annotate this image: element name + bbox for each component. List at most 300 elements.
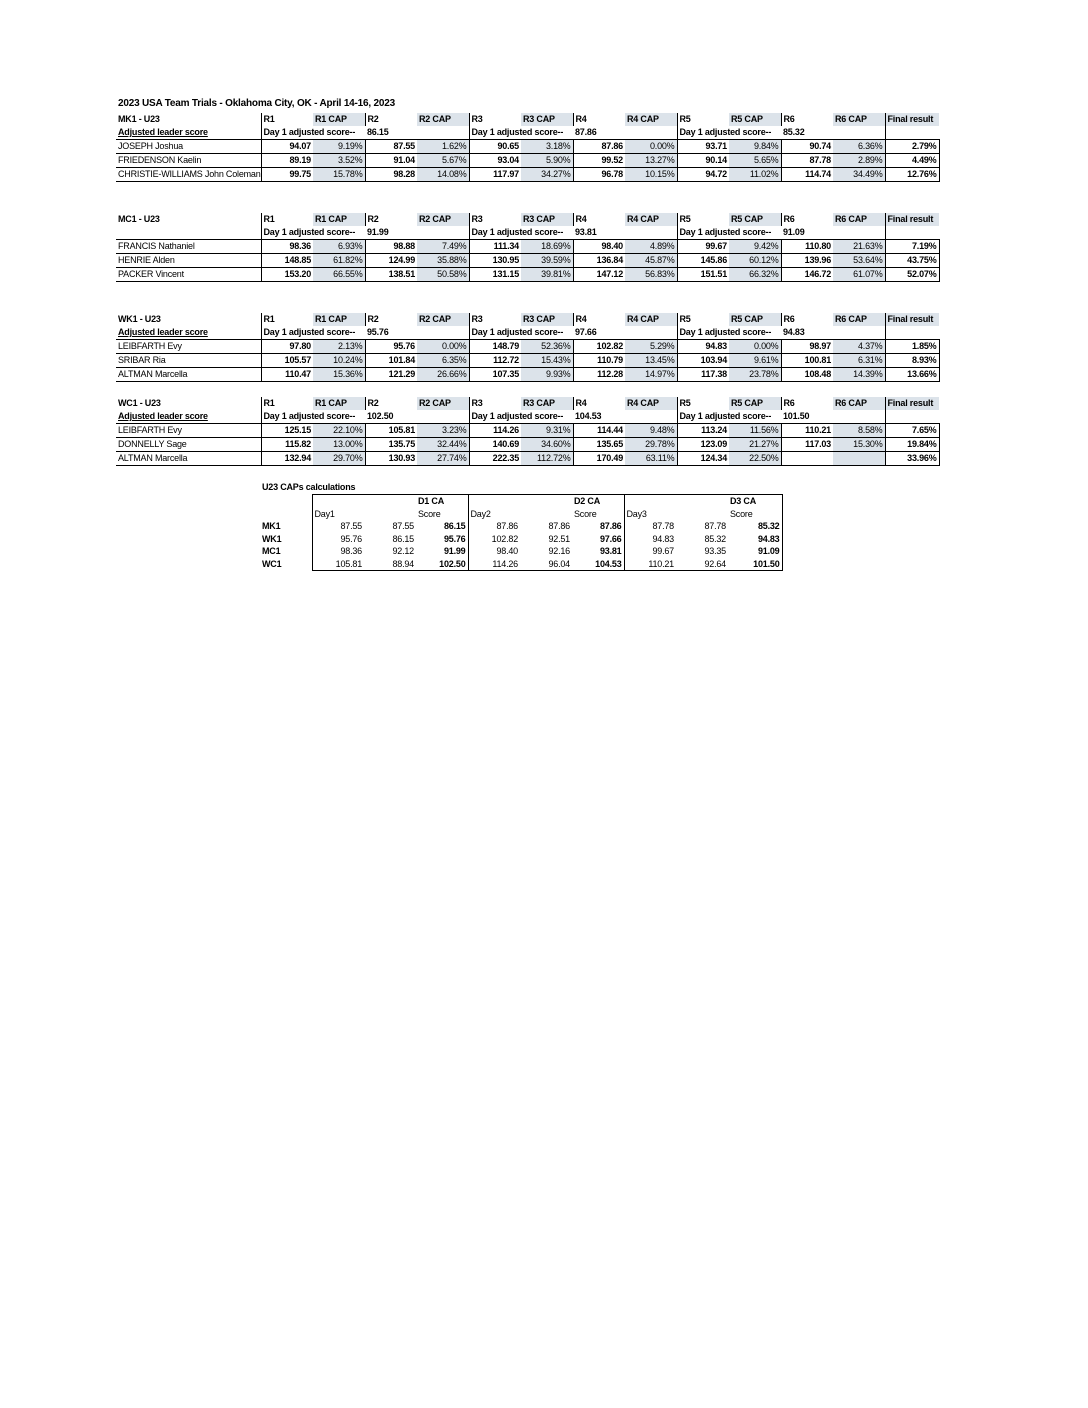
blank-cell [885,326,939,340]
blank-cell [417,226,469,240]
table-row [116,268,939,282]
race-score: 112.72 [469,354,521,368]
header-row [116,397,939,410]
header-r4: R4 [573,113,625,126]
race-cap: 66.55% [313,268,365,282]
race-score [781,452,833,466]
boat-class: WK1 [262,533,282,544]
race-score: 124.34 [677,452,729,466]
race-score: 136.84 [573,254,625,268]
race-cap: 15.78% [313,168,365,182]
race-score: 112.28 [573,368,625,382]
header-r4cap: R4 CAP [625,113,677,126]
header-r1cap: R1 CAP [313,397,365,410]
race-cap: 9.42% [729,240,781,254]
race-score: 87.86 [573,140,625,154]
boat-class: MK1 [262,521,281,531]
header-r3cap: R3 CAP [521,397,573,410]
day-label: Day 1 adjusted score-- [261,326,365,340]
race-cap: 34.49% [833,168,885,182]
race-score: 110.21 [781,424,833,438]
race-score: 105.57 [261,354,313,368]
caps-value: 98.36 [312,545,364,558]
race-cap: 27.74% [417,452,469,466]
page-title: 2023 USA Team Trials - Oklahoma City, OK - April 14-16, 2023 [118,98,396,109]
caps-value: 91.09 [728,545,782,558]
race-score: 139.96 [781,254,833,268]
caps-value: 97.66 [599,533,622,544]
race-cap: 3.52% [313,154,365,168]
caps-row [260,533,782,546]
race-cap: 34.60% [521,438,573,452]
athlete-name: HENRIE Alden [116,254,261,268]
race-cap: 53.64% [833,254,885,268]
race-score: 94.83 [677,340,729,354]
race-cap: 0.00% [625,140,677,154]
header-r1cap: R1 CAP [313,113,365,126]
race-cap: 26.66% [417,368,469,382]
caps-score-label: Score [574,508,597,519]
race-cap: 10.24% [313,354,365,368]
race-cap: 61.82% [313,254,365,268]
header-r4cap: R4 CAP [625,213,677,226]
race-cap: 1.62% [417,140,469,154]
section-table [116,213,940,282]
race-cap: 13.45% [625,354,677,368]
caps-value: 87.55 [392,521,414,531]
blank-cell [520,508,572,521]
athlete-name: SRIBAR Ria [116,354,261,368]
header-r4: R4 [573,313,625,326]
leader-row [116,126,939,140]
race-score: 93.71 [677,140,729,154]
race-score: 132.94 [261,452,313,466]
race-cap: 4.89% [625,240,677,254]
header-r5cap: R5 CAP [729,313,781,326]
leader-row [116,226,939,240]
header-r6: R6 [781,397,833,410]
athlete-name: ALTMAN Marcella [116,368,261,382]
race-score: 148.79 [469,340,521,354]
race-cap: 45.87% [625,254,677,268]
race-cap: 32.44% [417,438,469,452]
race-score: 114.44 [573,424,625,438]
race-cap: 22.10% [313,424,365,438]
race-score: 90.65 [469,140,521,154]
race-score: 113.24 [677,424,729,438]
race-cap: 35.88% [417,254,469,268]
header-r6: R6 [781,213,833,226]
leader-score: 102.50 [365,410,417,424]
race-cap: 21.63% [833,240,885,254]
race-score: 138.51 [365,268,417,282]
final-result: 33.96% [885,452,939,466]
leader-score: 104.53 [573,410,625,424]
header-r2cap: R2 CAP [417,313,469,326]
caps-row [260,558,782,571]
blank-cell [520,495,572,508]
race-score: 131.15 [469,268,521,282]
leader-score: 87.86 [573,126,625,140]
race-score: 115.82 [261,438,313,452]
header-r4: R4 [573,213,625,226]
caps-value: 92.12 [392,546,414,556]
table-row [116,424,939,438]
race-cap: 6.35% [417,354,469,368]
header-r3: R3 [469,313,521,326]
header-r3cap: R3 CAP [521,113,573,126]
race-cap: 5.65% [729,154,781,168]
race-cap: 9.48% [625,424,677,438]
day-label: Day 1 adjusted score-- [677,326,781,340]
section-name: WC1 - U23 [118,398,161,408]
day-label: Day 1 adjusted score-- [677,226,781,240]
adjusted-label: Adjusted leader score [116,126,261,140]
table-row [116,154,939,168]
blank-cell [260,508,312,521]
caps-value: 87.55 [312,520,364,533]
race-score: 98.97 [781,340,833,354]
day-label: Day 1 adjusted score-- [469,226,573,240]
boat-class: MC1 [262,546,281,556]
race-score: 145.86 [677,254,729,268]
caps-value: 91.99 [443,546,466,556]
caps-value: 86.15 [392,533,414,544]
caps-d3-label: D3 CA [728,495,782,508]
blank-cell [417,326,469,340]
header-r6: R6 [781,113,833,126]
leader-score: 94.83 [781,326,833,340]
caps-value: 114.26 [468,558,520,571]
race-score: 170.49 [573,452,625,466]
header-r5: R5 [677,313,729,326]
race-cap: 50.58% [417,268,469,282]
caps-value: 87.86 [548,521,570,531]
header-r5cap: R5 CAP [729,213,781,226]
header-r2: R2 [365,213,417,226]
race-score: 99.52 [573,154,625,168]
leader-score: 85.32 [781,126,833,140]
day-label: Day 1 adjusted score-- [677,410,781,424]
final-result: 12.76% [885,168,939,182]
race-cap: 29.78% [625,438,677,452]
race-score: 114.26 [469,424,521,438]
race-cap: 10.15% [625,168,677,182]
race-cap: 5.67% [417,154,469,168]
table-row [116,354,939,368]
leader-score: 93.81 [573,226,625,240]
race-score: 110.80 [781,240,833,254]
race-score: 125.15 [261,424,313,438]
caps-value: 93.35 [704,546,726,556]
table-row [116,168,939,182]
leader-row [116,410,939,424]
athlete-name: LEIBFARTH Evy [116,340,261,354]
boat-class: WC1 [262,558,282,569]
race-score: 110.47 [261,368,313,382]
caps-table [260,494,783,571]
caps-value: 96.04 [520,558,572,571]
caps-value: 87.78 [704,521,726,531]
race-score: 108.48 [781,368,833,382]
leader-score: 97.66 [573,326,625,340]
caps-value: 93.81 [599,546,622,556]
section-name: WK1 - U23 [118,314,161,324]
race-cap: 9.31% [521,424,573,438]
adjusted-label: Adjusted leader score [116,410,261,424]
blank-cell [833,410,885,424]
race-score: 93.04 [469,154,521,168]
leader-score: 91.09 [781,226,833,240]
day-label: Day 1 adjusted score-- [469,410,573,424]
race-score: 95.76 [365,340,417,354]
header-final: Final result [885,397,939,410]
caps-row [260,520,782,533]
table-row [116,452,939,466]
leader-row [116,326,939,340]
blank-cell [833,126,885,140]
race-score: 89.19 [261,154,313,168]
race-score: 98.88 [365,240,417,254]
caps-value: 88.94 [364,558,416,571]
blank-cell [364,495,416,508]
caps-title: U23 CAPs calculations [262,482,356,492]
blank-cell [885,410,939,424]
race-cap: 6.31% [833,354,885,368]
header-row [116,113,939,126]
header-r3cap: R3 CAP [521,213,573,226]
adjusted-label [116,226,261,240]
race-score: 123.09 [677,438,729,452]
leader-score: 86.15 [365,126,417,140]
blank-cell [260,495,312,508]
race-score: 87.78 [781,154,833,168]
blank-cell [833,226,885,240]
race-score: 99.75 [261,168,313,182]
race-cap: 15.30% [833,438,885,452]
header-r2: R2 [365,313,417,326]
caps-value: 105.81 [312,558,364,571]
race-cap: 63.11% [625,452,677,466]
race-cap: 13.00% [313,438,365,452]
caps-value: 87.86 [599,521,622,531]
header-r1: R1 [261,313,313,326]
race-cap: 34.27% [521,168,573,182]
caps-day1: Day1 [312,508,364,521]
blank-cell [624,495,676,508]
race-score: 105.81 [365,424,417,438]
blank-cell [676,495,728,508]
final-result: 4.49% [885,154,939,168]
blank-cell [625,326,677,340]
race-cap: 6.36% [833,140,885,154]
race-cap: 66.32% [729,268,781,282]
race-cap: 5.90% [521,154,573,168]
race-cap [833,452,885,466]
race-score: 121.29 [365,368,417,382]
athlete-name: ALTMAN Marcella [116,452,261,466]
header-r5: R5 [677,213,729,226]
caps-value: 95.76 [312,533,364,546]
race-score: 135.65 [573,438,625,452]
header-r2: R2 [365,397,417,410]
athlete-name: LEIBFARTH Evy [116,424,261,438]
race-cap: 15.36% [313,368,365,382]
race-cap: 29.70% [313,452,365,466]
header-r5cap: R5 CAP [729,113,781,126]
final-result: 19.84% [885,438,939,452]
caps-row [260,545,782,558]
header-r6cap: R6 CAP [833,113,885,126]
final-result: 7.65% [885,424,939,438]
race-cap: 14.39% [833,368,885,382]
athlete-name: FRIEDENSON Kaelin [116,154,261,168]
caps-value: 102.82 [468,533,520,546]
day-label: Day 1 adjusted score-- [261,410,365,424]
header-r2cap: R2 CAP [417,113,469,126]
header-final: Final result [885,313,939,326]
caps-d1-label: D1 CA [416,495,468,508]
header-final: Final result [885,213,939,226]
day-label: Day 1 adjusted score-- [261,226,365,240]
race-cap: 7.49% [417,240,469,254]
race-score: 110.79 [573,354,625,368]
race-cap: 0.00% [729,340,781,354]
race-score: 117.97 [469,168,521,182]
athlete-name: DONNELLY Sage [116,438,261,452]
header-r5cap: R5 CAP [729,397,781,410]
race-cap: 9.61% [729,354,781,368]
race-cap: 13.27% [625,154,677,168]
header-r2cap: R2 CAP [417,213,469,226]
race-cap: 5.29% [625,340,677,354]
header-r3: R3 [469,213,521,226]
header-row [116,213,939,226]
race-cap: 56.83% [625,268,677,282]
final-result: 2.79% [885,140,939,154]
table-row [116,240,939,254]
caps-score-label: Score [728,508,782,521]
caps-value: 94.83 [624,533,676,546]
final-result: 13.66% [885,368,939,382]
day-label: Day 1 adjusted score-- [469,126,573,140]
race-cap: 3.23% [417,424,469,438]
header-r2: R2 [365,113,417,126]
race-score: 117.38 [677,368,729,382]
table-row [116,340,939,354]
header-r3cap: R3 CAP [521,313,573,326]
header-final: Final result [885,113,939,126]
race-cap: 39.59% [521,254,573,268]
race-score: 94.07 [261,140,313,154]
caps-value: 94.83 [728,533,782,546]
caps-value: 110.21 [624,558,676,571]
blank-cell [312,495,364,508]
race-cap: 8.58% [833,424,885,438]
race-score: 148.85 [261,254,313,268]
race-score: 97.80 [261,340,313,354]
header-r6cap: R6 CAP [833,213,885,226]
athlete-name: FRANCIS Nathaniel [116,240,261,254]
caps-value: 95.76 [443,533,466,544]
leader-score: 91.99 [365,226,417,240]
blank-cell [625,410,677,424]
race-cap: 11.02% [729,168,781,182]
race-score: 124.99 [365,254,417,268]
header-r6cap: R6 CAP [833,397,885,410]
table-row [116,140,939,154]
blank-cell [885,126,939,140]
race-cap: 14.08% [417,168,469,182]
race-score: 94.72 [677,168,729,182]
athlete-name: CHRISTIE-WILLIAMS John Coleman [116,168,261,182]
race-cap: 61.07% [833,268,885,282]
header-r6cap: R6 CAP [833,313,885,326]
header-row [116,313,939,326]
race-score: 114.74 [781,168,833,182]
caps-value: 98.40 [468,545,520,558]
athlete-name: JOSEPH Joshua [116,140,261,154]
race-cap: 6.93% [313,240,365,254]
section-table [116,313,940,382]
header-r5: R5 [677,113,729,126]
race-score: 153.20 [261,268,313,282]
race-cap: 2.13% [313,340,365,354]
race-cap: 9.19% [313,140,365,154]
caps-value: 102.50 [416,558,468,571]
race-score: 146.72 [781,268,833,282]
race-cap: 23.78% [729,368,781,382]
caps-subheader-row [260,508,782,521]
race-score: 91.04 [365,154,417,168]
leader-score: 95.76 [365,326,417,340]
header-r3: R3 [469,397,521,410]
race-score: 117.03 [781,438,833,452]
race-score: 98.28 [365,168,417,182]
race-score: 130.93 [365,452,417,466]
section-table [116,113,940,182]
blank-cell [676,508,728,521]
race-cap: 9.93% [521,368,573,382]
final-result: 1.85% [885,340,939,354]
header-r3: R3 [469,113,521,126]
caps-value: 85.32 [704,533,726,544]
caps-value: 104.53 [572,558,624,571]
race-score: 101.84 [365,354,417,368]
race-score: 130.95 [469,254,521,268]
header-r4cap: R4 CAP [625,313,677,326]
race-cap: 3.18% [521,140,573,154]
caps-d2-label: D2 CA [572,495,624,508]
blank-cell [625,126,677,140]
race-score: 140.69 [469,438,521,452]
race-score: 102.82 [573,340,625,354]
day-label: Day 1 adjusted score-- [261,126,365,140]
race-cap: 60.12% [729,254,781,268]
header-r1: R1 [261,397,313,410]
race-cap: 11.56% [729,424,781,438]
caps-header-row [260,495,782,508]
race-score: 90.14 [677,154,729,168]
caps-value: 92.51 [548,533,570,544]
race-score: 151.51 [677,268,729,282]
header-r1: R1 [261,113,313,126]
race-cap: 14.97% [625,368,677,382]
day-label: Day 1 adjusted score-- [677,126,781,140]
race-cap: 21.27% [729,438,781,452]
race-cap: 4.37% [833,340,885,354]
adjusted-label: Adjusted leader score [116,326,261,340]
